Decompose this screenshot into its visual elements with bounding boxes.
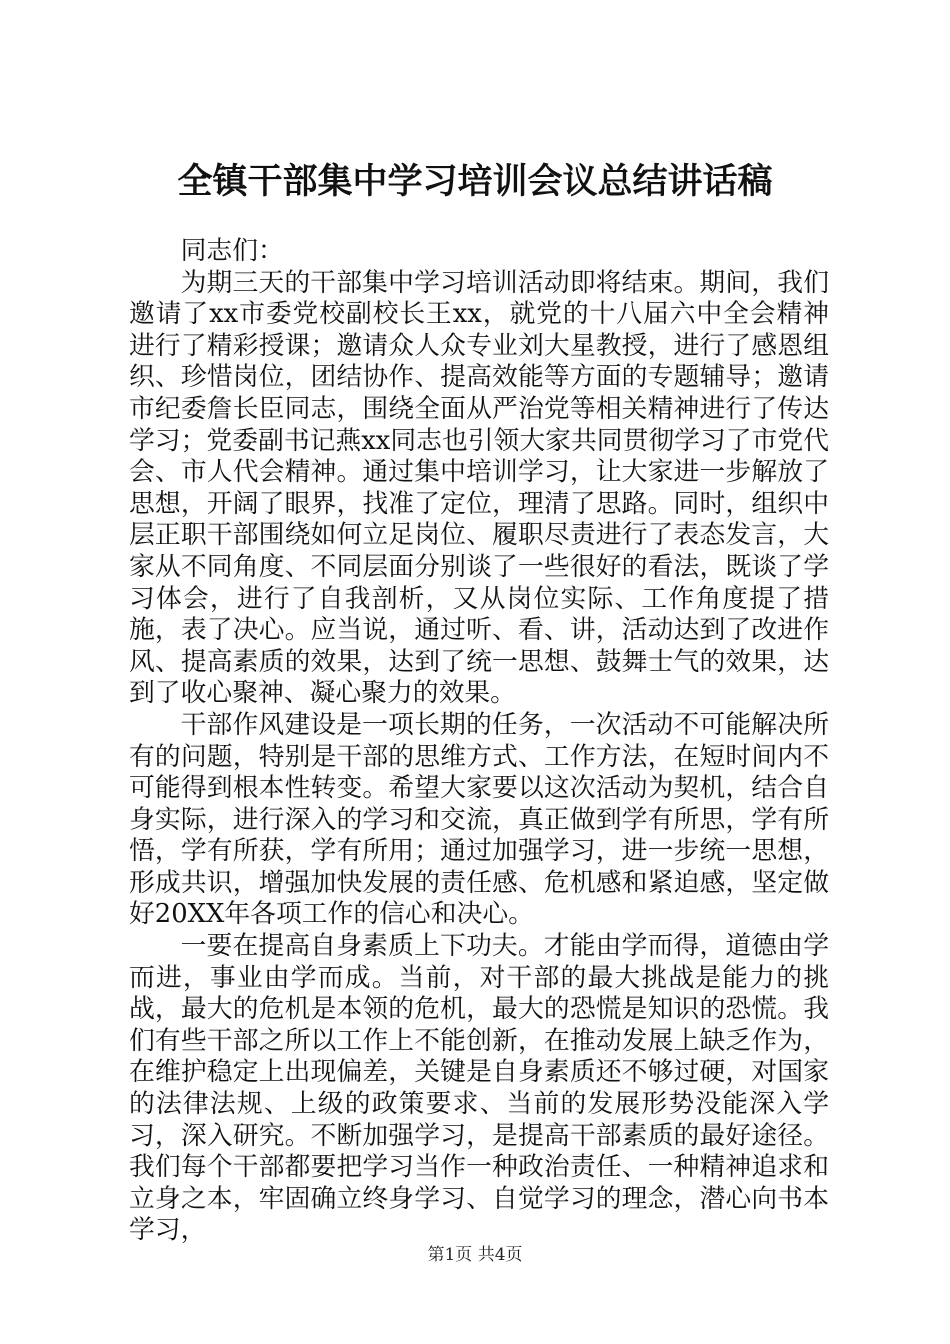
salutation: 同志们： xyxy=(180,236,284,266)
paragraph: 干部作风建设是一项长期的任务，一次活动不可能解决所有的问题，特别是干部的思维方式、工作方法，在短时间内不可能得到根本性转变。希望大家要以这次活动为契机，结合自身实际，进行深入的学习和交流，真正做到学有所思，学有所悟，学有所获，学有所用；通过加强学习，进一步统一思想，形成共识，增强加快发展的责任感、危机感和紧迫感，坚定做好20XX年各项工作的信心和决心。 xyxy=(129,709,829,930)
paragraph: 为期三天的干部集中学习培训活动即将结束。期间，我们邀请了xx市委党校副校长王xx，就党的十八届六中全会精神进行了精彩授课；邀请众人众专业刘大星教授，进行了感恩组织、珍惜岗位，团结协作、提高效能等方面的专题辅导；邀请市纪委詹长臣同志，围绕全面从严治党等相关精神进行了传达学习；党委副书记燕xx同志也引领大家共同贯彻学习了市党代会、市人代会精神。通过集中培训学习，让大家进一步解放了思想，开阔了眼界，找准了定位，理清了思路。同时，组织中层正职干部围绕如何立足岗位、履职尽责进行了表态发言，大家从不同角度、不同层面分别谈了一些很好的看法，既谈了学习体会，进行了自我剖析，又从岗位实际、工作角度提了措施，表了决心。应当说，通过听、看、讲，活动达到了改进作风、提高素质的效果，达到了统一思想、鼓舞士气的效果，达到了收心聚神、凝心聚力的效果。 xyxy=(129,267,829,709)
paragraph: 一要在提高自身素质上下功夫。才能由学而得，道德由学而进，事业由学而成。当前，对干部的最大挑战是能力的挑战，最大的危机是本领的危机，最大的恐慌是知识的恐慌。我们有些干部之所以工作上不能创新，在推动发展上缺乏作为，在维护稳定上出现偏差，关键是自身素质还不够过硬，对国家的法律法规、上级的政策要求、当前的发展形势没能深入学习，深入研究。不断加强学习，是提高干部素质的最好途径。我们每个干部都要把学习当作一种政治责任、一种精神追求和立身之本，牢固确立终身学习、自觉学习的理念，潜心向书本学习， xyxy=(129,931,829,1246)
document-title: 全镇干部集中学习培训会议总结讲话稿 xyxy=(177,161,773,202)
page-number-footer: 第1页 共4页 xyxy=(427,1245,523,1265)
document-body xyxy=(129,236,829,1247)
